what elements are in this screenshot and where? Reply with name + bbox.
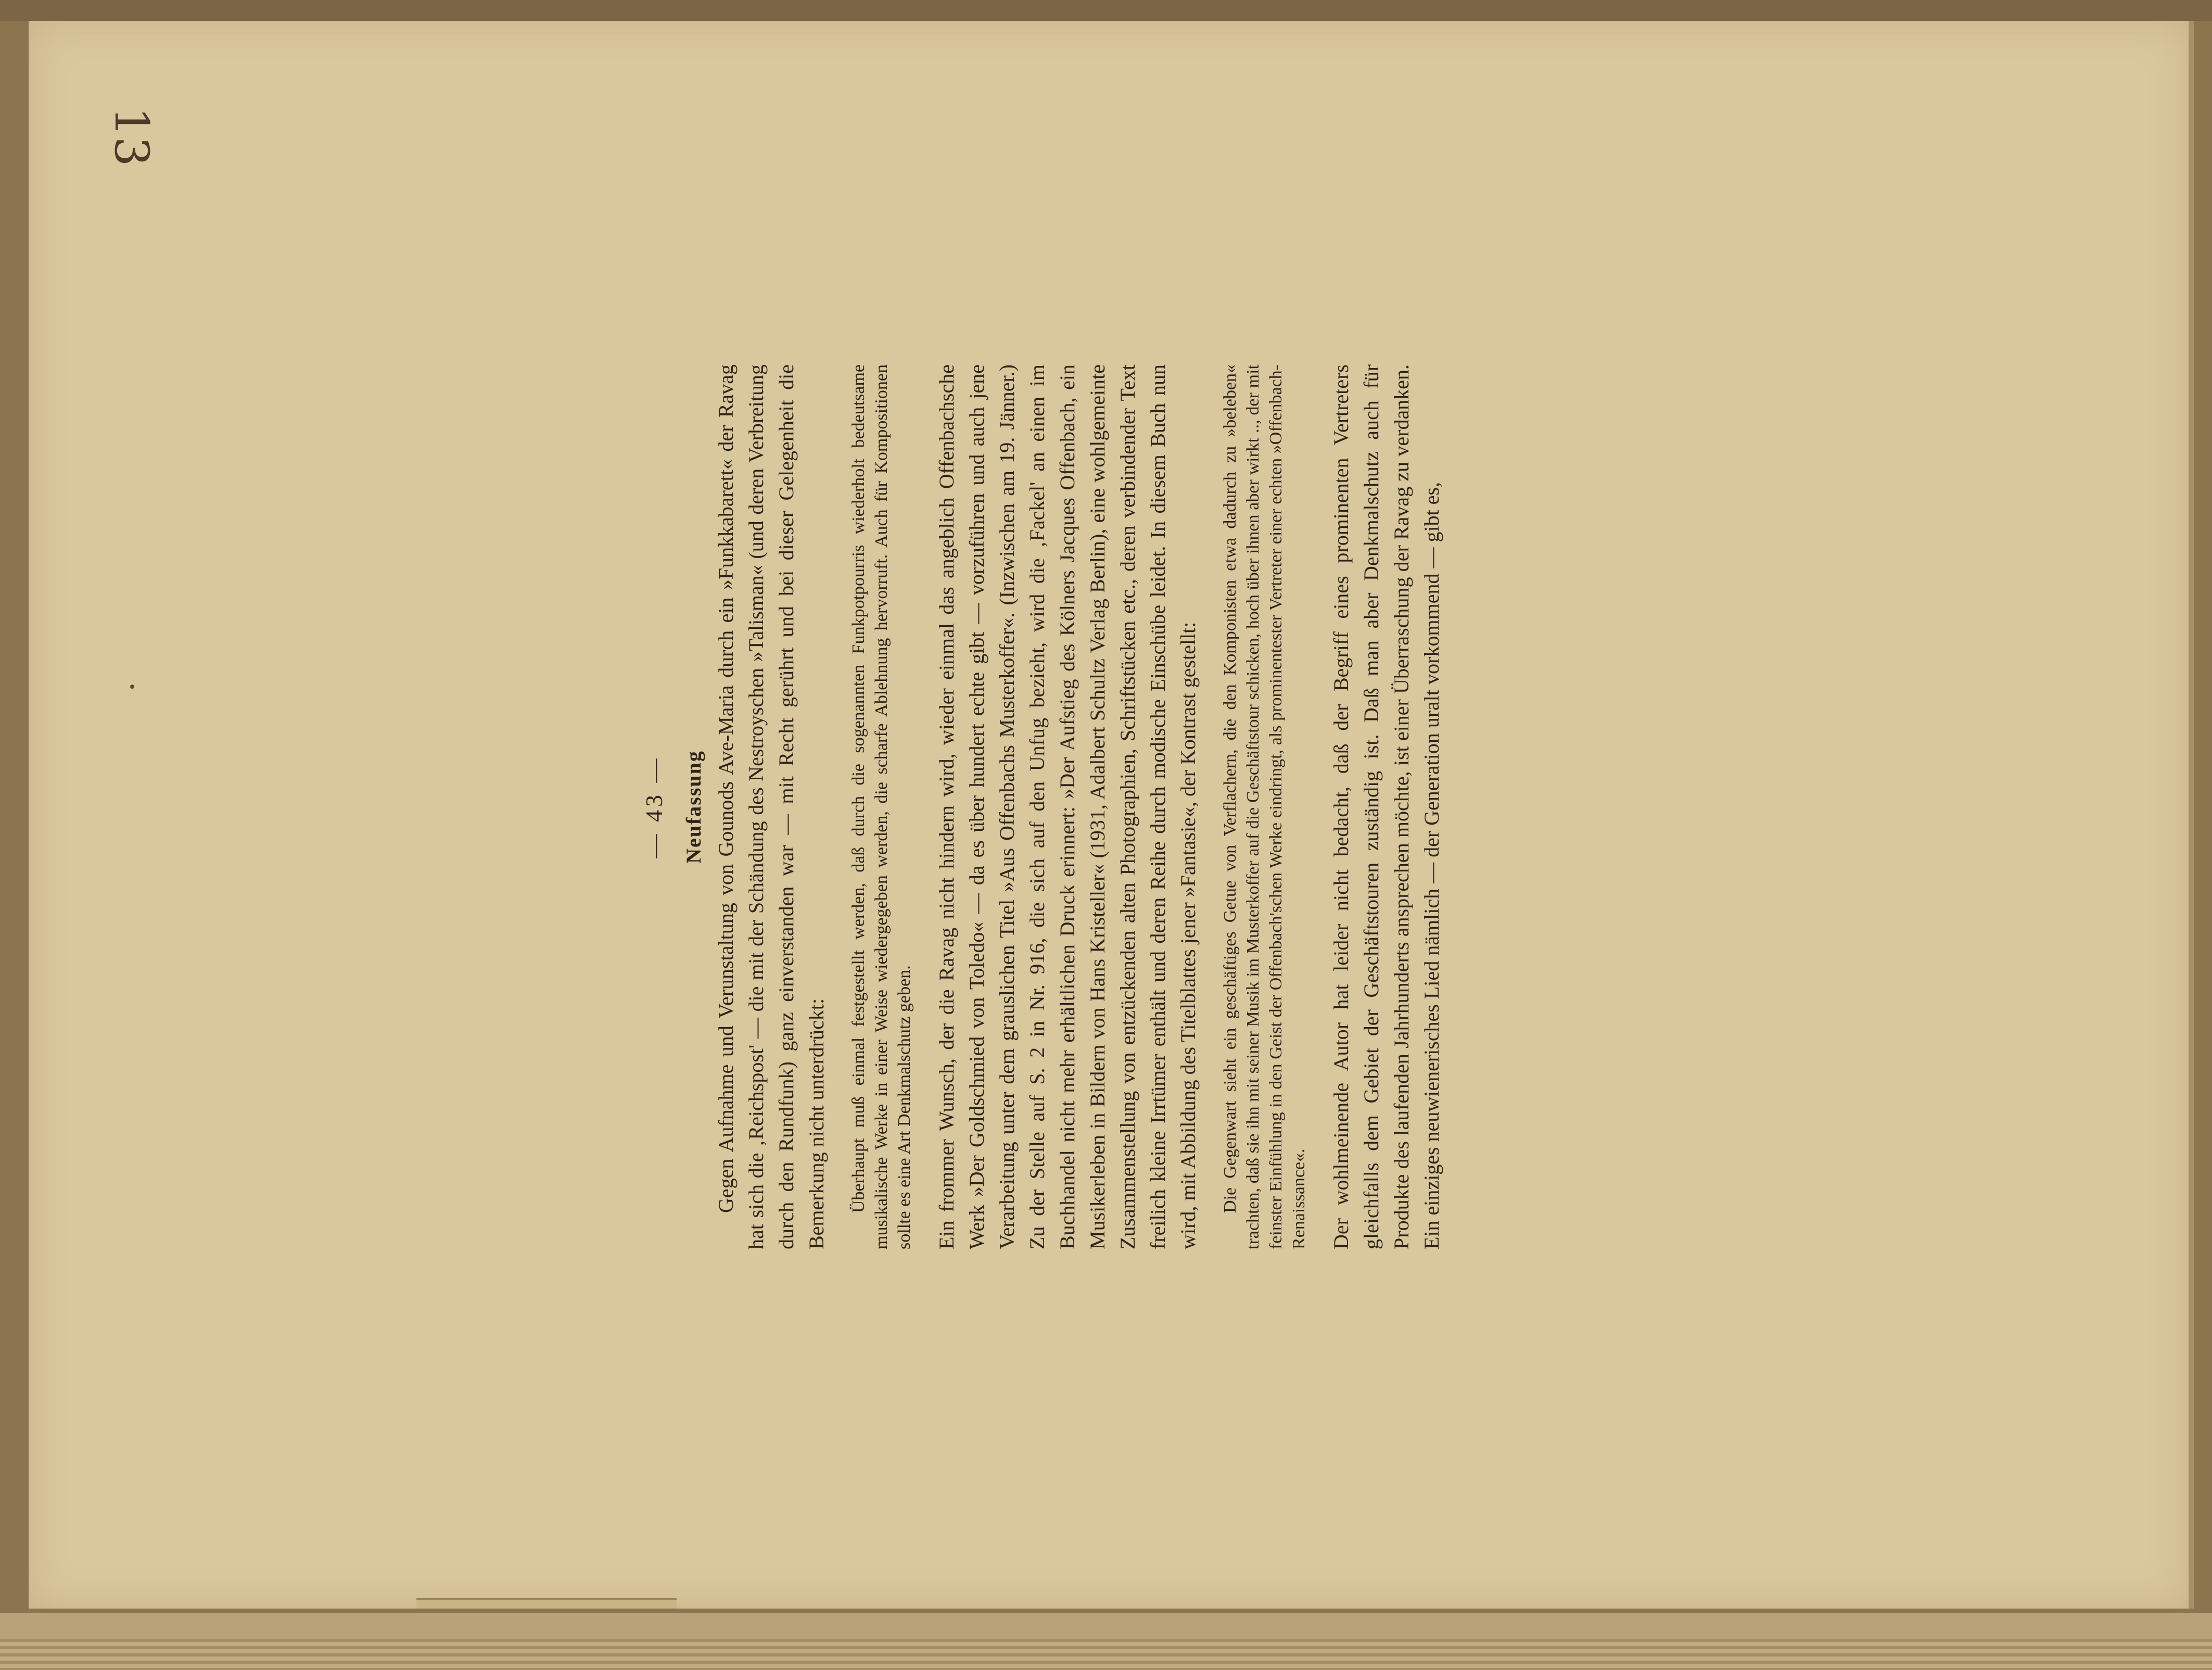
paper-speck <box>130 685 134 689</box>
page-number: — 43 — <box>641 755 667 858</box>
article-heading: Neufassung <box>682 750 705 864</box>
quote-1: Überhaupt muß einmal festgestellt werden, daß durch die sogenannten Funkpotpourris wiederholt bedeutsame musikalische Werke in einer Weise wiedergegeben werden, die scharfe Ablehnung hervorruft. Auch für Kompositionen sollte es eine Art Denkmalschutz geben. <box>849 364 914 1249</box>
paragraph-3: Der wohlmeinende Autor hat leider nicht bedacht, daß der Begriff eines prominenten Vertreters gleichfalls dem Gebiet der Geschäftstouren zuständig ist. Daß man aber Denkmalschutz auch für Produkte des laufenden Jahrhunderts ansprechen möchte, ist einer Überraschung der Ravag zu verdanken. Ein einziges neuwienerisches Lied nämlich — der Generation uralt vorkommend — gibt es, <box>1329 364 1443 1249</box>
paragraph-1: Gegen Aufnahme und Verunstaltung von Gounods Ave-Maria durch ein »Funkkabarett« der Ravag hat sich die ‚Reichspost' — die mit der Schändung des Nestroyschen »Talisman« (und deren Verbreitung durch den Rundfunk) ganz einverstanden war — mit Recht gerührt und bei dieser Gelegenheit die Bemerkung nicht unterdrückt: <box>714 364 828 1249</box>
binding-page-edges <box>0 1639 2212 1670</box>
handwritten-page-mark: 13 <box>104 107 159 167</box>
paragraph-2: Ein frommer Wunsch, der die Ravag nicht hindern wird, wieder einmal das angeblich Offenbachsche Werk »Der Goldschmied von Toledo« — da es über hundert echte gibt — vorzuführen und auch jene Verarbeitung unter dem grauslichen Titel »Aus Offenbachs Musterkoffer«. (Inzwischen am 19. Jänner.) Zu der Stelle auf S. 2 in Nr. 916, die sich auf den Unfug bezieht, wird die ‚Fackel' an einen im Buchhandel nicht mehr erhältlichen Druck erinnert: »Der Aufstieg des Kölners Jacques Offenbach, ein Musikerleben in Bildern von Hans Kristeller« (1931, Adalbert Schultz Verlag Berlin), eine wohlgemeinte Zusammenstellung von entzückenden alten Photographien, Schriftstücken etc., deren verbindender Text freilich kleine Irrtümer enthält und deren Reihe durch modische Einschübe leidet. In diesem Buch nun wird, mit Abbildung des Titelblattes jener »Fantasie«, der Kontrast gestellt: <box>935 364 1200 1249</box>
book-binding-edge <box>0 1609 2212 1670</box>
rotated-printed-page <box>640 364 1837 1249</box>
quote-2: Die Gegenwart sieht ein geschäftiges Getue von Verflachern, die den Komponisten etwa dadurch zu »beleben« trachten, daß sie ihn mit seiner Musik im Musterkoffer auf die Geschäftstour schicken, hoch über ihnen aber wirkt .., der mit feinster Einfühlung in den Geist der Offenbach'schen Werke eindringt, als prominentester Vertreter einer echten »Offenbach-Renaissance«. <box>1221 364 1308 1249</box>
scan-top-edge <box>0 0 2212 21</box>
